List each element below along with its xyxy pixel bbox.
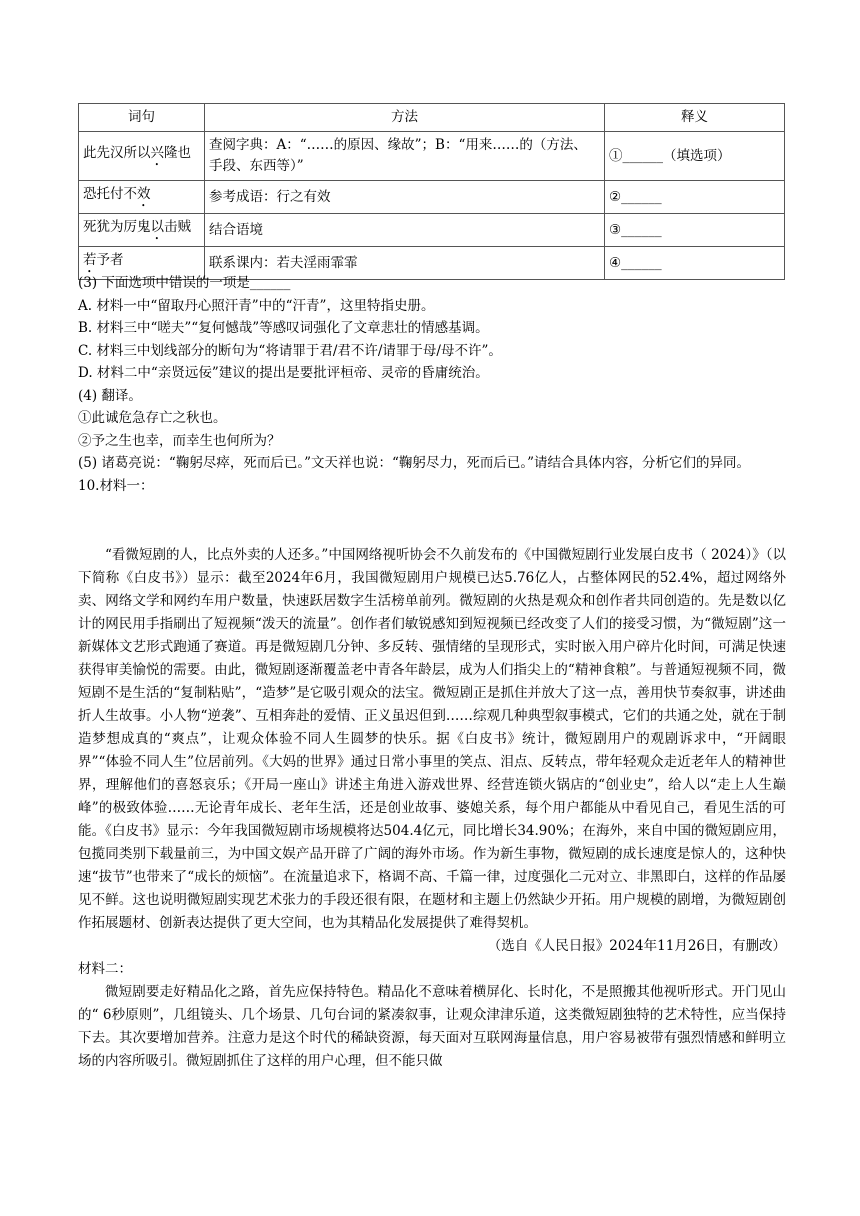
vocabulary-table (78, 103, 785, 280)
option-c: C. 材料三中划线部分的断句为“将请罪于君/君不许/请罪于母/母不许”。 (78, 342, 502, 359)
dotted-char: 效 (137, 186, 151, 202)
answer-blank[interactable]: ③______ (605, 214, 785, 247)
option-b: B. 材料三中“嗟夫”“复何憾哉”等感叹词强化了文章悲壮的情感基调。 (78, 320, 489, 336)
method-cell: 结合语境 (205, 214, 605, 247)
phrase-text: 隆也 (164, 145, 191, 161)
method-cell: 联系课内：若夫淫雨霏霏 (205, 247, 605, 280)
phrase-text: 死犹为厉鬼 (83, 219, 151, 235)
option-d: D. 材料二中“亲贤远佞”建议的提出是要批评桓帝、灵帝的昏庸统治。 (78, 365, 489, 381)
question-stem: (3) 下面选项中错误的一项是______ (78, 275, 291, 291)
table-row (79, 214, 785, 247)
method-cell: 查阅字典：A：“……的原因、缘故”；B：“用来……的（方法、手段、东西等）” (205, 132, 605, 181)
translation-item: ②予之生也幸，而幸生也何所为？ (78, 432, 281, 449)
phrase-text: 予者 (96, 252, 124, 268)
table-header-row (79, 104, 785, 132)
answer-blank[interactable]: ②______ (605, 181, 785, 214)
translation-item: ①此诚危急存亡之秋也。 (78, 410, 227, 426)
answer-blank[interactable]: ①______（填选项） (605, 132, 785, 181)
material-one (78, 544, 786, 1073)
dotted-char: 若 (83, 252, 97, 268)
question-5: (5) 诸葛亮说：“鞠躬尽瘁，死而后已。”文天祥也说：“鞠躬尽力，死而后已。”请结合具体内容，分析它们的异同。 (78, 455, 751, 471)
phrase-cell (79, 132, 205, 181)
table-row (79, 132, 785, 181)
phrase-text: 此先汉所以 (83, 145, 151, 161)
phrase-cell (79, 181, 205, 214)
method-cell: 参考成语：行之有效 (205, 181, 605, 214)
question-10-title: 10.材料一： (78, 477, 154, 494)
question-stem: (4) 翻译。 (78, 387, 142, 404)
dotted-char: 兴 (150, 145, 164, 161)
phrase-cell (79, 214, 205, 247)
table-header-cell: 释义 (605, 104, 785, 132)
dotted-char: 以 (150, 219, 164, 235)
question-3 (78, 272, 786, 497)
phrase-text: 恐托付不 (83, 186, 137, 202)
material-one-source: （选自《人民日报》2024年11月26日，有删改） (487, 938, 786, 954)
answer-blank[interactable]: ④______ (605, 247, 785, 280)
material-two-title: 材料二： (78, 961, 132, 977)
phrase-text: 击贼 (164, 219, 191, 235)
table-header-cell: 词句 (79, 104, 205, 132)
material-one-body: “看微短剧的人，比点外卖的人还多。”中国网络视听协会不久前发布的《中国微短剧行业发展白皮书（ 2024）》（以下简称《白皮书》）显示：截至2024年6月，我国微短剧用户规模已达5.76亿人，占整体网民的52.4%，超过网络外卖、网络文学和网约车用户数量，快速跃居数字生活榜单前列。微短剧的火热是观众和创作者共同创造的。先是数以亿计的网民用手指刷出了短视频“泼天的流量”。创作者们敏锐感知到短视频已经改变了人们的接受习惯，为“微短剧”这一新媒体文艺形式跑通了赛道。再是微短剧几分钟、多反转、强情绪的呈现形式，实时嵌入用户碎片化时间，可满足快速获得审美愉悦的需要。由此，微短剧逐渐覆盖老中青各年龄层，成为人们指尖上的“精神食粮”。与普通短视频不同，微短剧不是生活的“复制粘贴”，“造梦”是它吸引观众的法宝。微短剧正是抓住并放大了这一点，善用快节奏叙事，讲述曲折人生故事。小人物“逆袭”、互相奔赴的爱情、正义虽迟但到……综观几种典型叙事模式，它们的共通之处，就在于制造梦想成真的“爽点”，让观众体验不同人生圆梦的快乐。据《白皮书》统计，微短剧用户的观剧诉求中，“开阔眼界”“体验不同人生”位居前列。《大妈的世界》通过日常小事里的笑点、泪点、反转点，带年轻观众走近老年人的精神世界，理解他们的喜怒哀乐；《开局一座山》讲述主角进入游戏世界、经营连锁火锅店的“创业史”，给人以“走上人生巅峰”的极致体验……无论青年成长、老年生活，还是创业故事、婆媳关系，每个用户都能从中看见自己，看见生活的可能。《白皮书》显示：今年我国微短剧市场规模将达504.4亿元，同比增长34.90%；在海外，来自中国的微短剧应用，包揽同类别下载量前三，为中国文娱产品开辟了广阔的海外市场。作为新生事物，微短剧的成长速度是惊人的，这种快速“拔节”也带来了“成长的烦恼”。在流量追求下，格调不高、千篇一律，过度强化二元对立、非黑即白，这样的作品屡见不鲜。这也说明微短剧实现艺术张力的手段还很有限，在题材和主题上仍然缺少开拓。用户规模的剧增，为微短剧创作拓展题材、创新表达提供了更大空间，也为其精品化发展提供了难得契机。 (78, 547, 786, 931)
option-a: A. 材料一中“留取丹心照汗青”中的“汗青”，这里特指史册。 (78, 297, 435, 314)
material-two-body: 微短剧要走好精品化之路，首先应保持特色。精品化不意味着横屏化、长时化，不是照搬其他视听形式。开门见山的“ 6秒原则”，几组镜头、几个场景、几句台词的紧凑叙事，让观众津津乐道，这类微短剧独特的艺术特性，应当保持下去。其次要增加营养。注意力是这个时代的稀缺资源，每天面对互联网海量信息，用户容易被带有强烈情感和鲜明立场的内容所吸引。微短剧抓住了这样的用户心理，但不能只做 (78, 984, 786, 1069)
table-header-cell: 方法 (205, 104, 605, 132)
table-row (79, 181, 785, 214)
